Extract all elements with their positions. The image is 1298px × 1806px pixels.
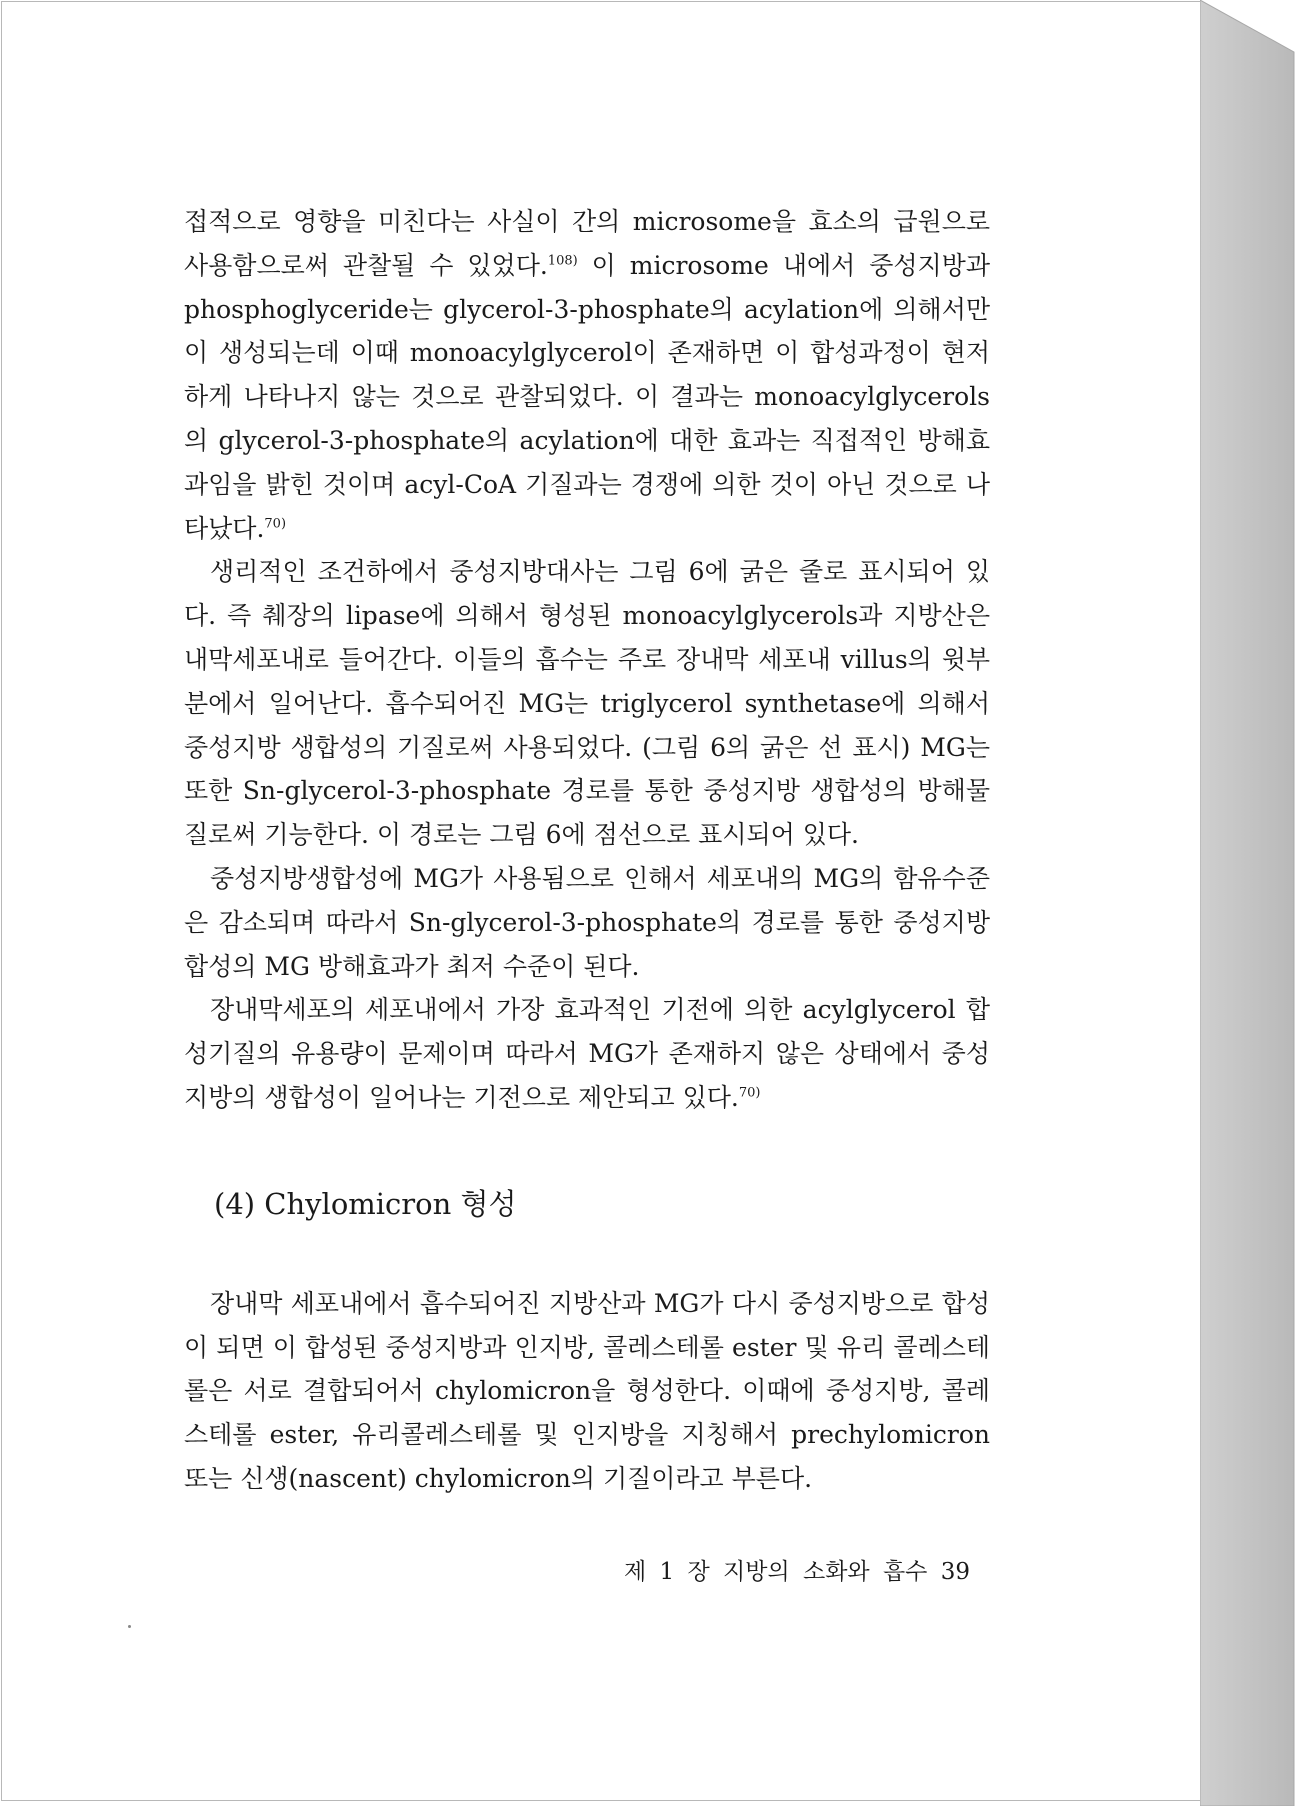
section-heading: (4) Chylomicron 형성 — [214, 1186, 517, 1221]
paragraph-3: 중성지방생합성에 MG가 사용됨으로 인해서 세포내의 MG의 함유수준은 감소되며 따라서 Sn-glycerol-3-phosphate의 경로를 통한 중성지방합성의 MG 방해효과가 최저 수준이 된다. — [184, 863, 990, 981]
citation-ref: 108) — [547, 253, 578, 269]
scan-speck — [128, 1625, 131, 1628]
citation-ref: 70) — [738, 1085, 761, 1101]
page-number: 39 — [940, 1559, 970, 1585]
paragraph-4: 장내막세포의 세포내에서 가장 효과적인 기전에 의한 acylglycerol 합성기질의 유용량이 문제이며 따라서 MG가 존재하지 않은 상태에서 중성지방의 생합성이 일어나는 기전으로 제안되고 있다.$^{70)}$ — [184, 995, 990, 1112]
citation-ref: 70) — [264, 516, 287, 532]
paragraph-2: 생리적인 조건하에서 중성지방대사는 그림 6에 굵은 줄로 표시되어 있다. 즉 췌장의 lipase에 의해서 형성된 monoacylglycerols과 지방산은 내막세포내로 들어간다. 이들의 흡수는 주로 장내막 세포내 villus의 윗부분에서 일어난다. 흡수되어진 MG는 triglycerol synthetase에 의해서 중성지방 생합성의 기질로써 사용되었다. (그림 6의 굵은 선 표시) MG는 또한 Sn-glycerol-3-phosphate 경로를 통한 중성지방 생합성의 방해물질로써 기능한다. 이 경로는 그림 6에 점선으로 표시되어 있다. — [184, 557, 990, 850]
section-paragraph: 장내막 세포내에서 흡수되어진 지방산과 MG가 다시 중성지방으로 합성이 되면 이 합성된 중성지방과 인지방, 콜레스테롤 ester 및 유리 콜레스테롤은 서로 결합되어서 chylomicron을 형성한다. 이때에 중성지방, 콜레스테롤 ester, 유리콜레스테롤 및 인지방을 지칭해서 prechylomicron 또는 신생(nascent) chylomicron의 기질이라고 부른다. — [184, 1288, 990, 1493]
book-edge — [1200, 0, 1296, 1806]
page-footer — [600, 1553, 970, 1586]
page-edge-shape — [1200, 0, 1296, 1806]
chapter-title: 제 1 장 지방의 소화와 흡수 — [624, 1559, 928, 1585]
page-content — [184, 200, 990, 1501]
paragraph-1: 접적으로 영향을 미친다는 사실이 간의 microsome을 효소의 급원으로 사용함으로써 관찰될 수 있었다.$^{108)}$ 이 microsome 내에서 중성지방과 phosphoglyceride는 glycerol-3-phosphate의 acylation에 의해서만이 생성되는데 이때 monoacylglycerol이 존재하면 이 합성과정이 현저하게 나타나지 않는 것으로 관찰되었다. 이 결과는 monoacylglycerols의 glycerol-3-phosphate의 acylation에 대한 효과는 직접적인 방해효과임을 밝힌 것이며 acyl-CoA 기질과는 경쟁에 의한 것이 아닌 것으로 나타났다.$^{70)}$ — [184, 207, 990, 543]
